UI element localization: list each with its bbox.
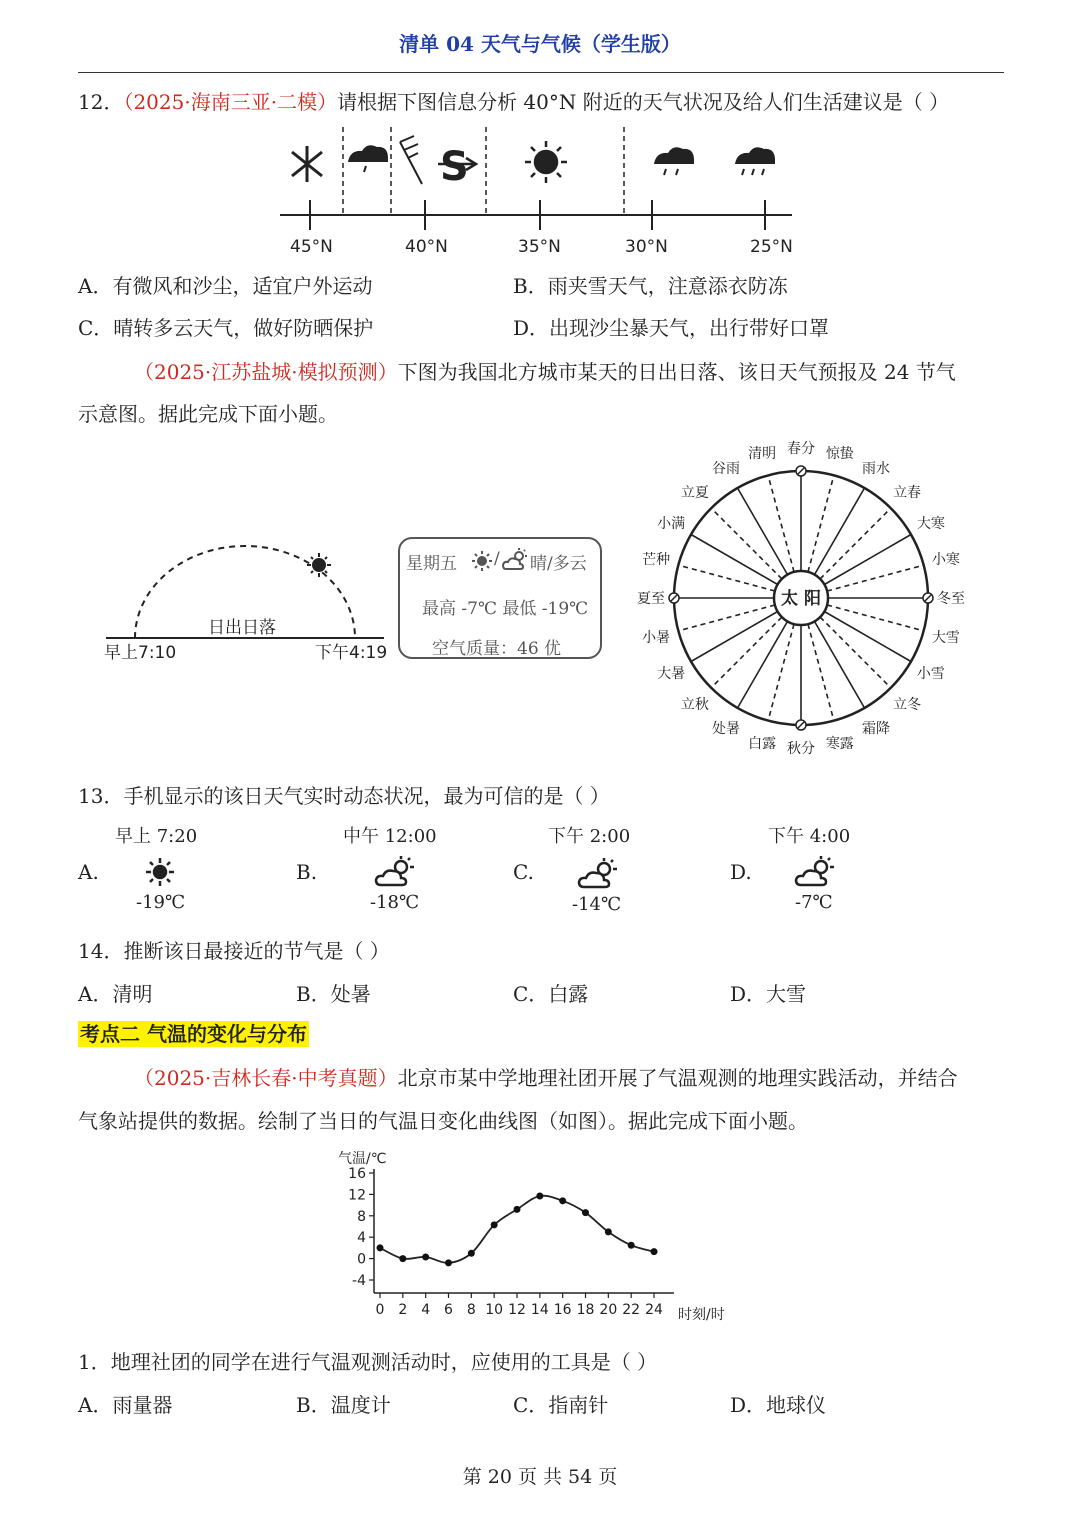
forecast-slash: / — [494, 549, 500, 569]
latitude-label: 35°N — [518, 237, 561, 257]
weather-symbol-diagram — [270, 122, 810, 262]
q13-c-time: 下午 2:00 — [548, 826, 631, 847]
term-spoke — [768, 624, 794, 721]
sunrise-sunset-diagram — [100, 535, 390, 665]
snow-icon — [292, 146, 322, 182]
solar-term-label: 立春 — [893, 484, 922, 501]
latitude-label: 30°N — [625, 237, 668, 257]
q14-option-c[interactable]: C．白露 — [513, 982, 589, 1006]
solar-term-label: 芒种 — [642, 552, 671, 569]
q12-option-b[interactable]: B．雨夹雪天气，注意添衣防冻 — [513, 274, 788, 298]
question-number: 12． — [78, 90, 124, 114]
sun-icon — [307, 553, 331, 577]
q13-option-d[interactable]: D. — [730, 860, 752, 884]
question-number: 14． — [78, 939, 124, 963]
solar-term-label: 清明 — [748, 446, 777, 463]
temperature-point — [536, 1193, 543, 1200]
wind-icon — [400, 136, 422, 184]
x-tick-label: 20 — [599, 1302, 618, 1318]
forecast-temperature: 最高 -7℃ 最低 -19℃ — [422, 599, 589, 619]
question-text: 推断该日最接近的节气是（ ） — [123, 939, 390, 963]
temperature-point — [651, 1248, 658, 1255]
page-footer: 第 20 页 共 54 页 — [462, 1466, 618, 1488]
question-1-stem — [78, 1346, 657, 1375]
question-text: 地理社团的同学在进行气温观测活动时，应使用的工具是（ ） — [110, 1350, 658, 1374]
q13-option-a[interactable]: A. — [78, 860, 99, 884]
material-text: 北京市某中学地理社团开展了气温观测的地理实践活动，并结合 — [397, 1066, 958, 1090]
q12-option-a[interactable]: A．有微风和沙尘，适宜户外运动 — [78, 274, 373, 298]
term-spoke — [824, 535, 911, 585]
sunrise-time: 早上7:10 — [104, 643, 177, 663]
weather-boundaries — [343, 127, 624, 215]
q13-b-temp: -18℃ — [370, 892, 420, 913]
term-spoke — [827, 565, 924, 591]
solar-term-label: 白露 — [748, 735, 777, 752]
term-spoke — [711, 617, 782, 688]
x-tick-label: 6 — [444, 1302, 453, 1318]
q13-c-temp: -14℃ — [572, 894, 622, 915]
question-text: 请根据下图信息分析 40°N 附近的天气状况及给人们生活建议是（ ） — [337, 90, 950, 114]
solar-term-label: 立秋 — [680, 697, 709, 714]
term-spoke — [678, 605, 775, 631]
solar-term-label: 小暑 — [642, 629, 671, 646]
solar-term-label: 小寒 — [931, 552, 960, 569]
y-axis-label: 气温/℃ — [338, 1151, 387, 1167]
sun-icon — [470, 549, 494, 573]
term-spoke — [711, 508, 782, 579]
sun-icon — [143, 855, 177, 889]
material-intro-2-line2: 示意图。据此完成下面小题。 — [78, 402, 338, 426]
solar-term-label: 立冬 — [893, 697, 922, 714]
partly-cloudy-icon — [577, 857, 619, 891]
x-tick-label: 0 — [375, 1302, 385, 1318]
solar-term-label: 冬至 — [937, 591, 965, 607]
y-tick-label: 0 — [357, 1251, 366, 1268]
partly-cloudy-icon — [374, 855, 416, 889]
question-number: 13． — [78, 784, 124, 808]
temperature-point — [377, 1244, 384, 1251]
x-tick-label: 12 — [508, 1302, 526, 1318]
x-axis-label: 时刻/时 — [678, 1307, 725, 1323]
temperature-point — [422, 1253, 429, 1260]
sunset-time: 下午4:19 — [315, 643, 388, 663]
solar-term-label: 惊蛰 — [825, 446, 854, 463]
q13-d-time: 下午 4:00 — [768, 826, 851, 847]
x-ticks — [376, 1293, 663, 1318]
q1-option-d[interactable]: D．地球仪 — [730, 1393, 827, 1417]
y-tick-label: -4 — [352, 1273, 366, 1289]
q13-option-c[interactable]: C. — [513, 860, 534, 884]
q13-option-b[interactable]: B. — [296, 860, 318, 884]
solar-term-label: 处暑 — [712, 720, 740, 737]
x-tick-label: 10 — [485, 1302, 504, 1318]
material-intro-2 — [134, 356, 956, 385]
sunrise-sunset-label: 日出日落 — [208, 618, 276, 638]
question-source: （2025·海南三亚·二模） — [123, 90, 338, 114]
solar-terms-diagram — [620, 430, 990, 765]
solar-term-label: 小满 — [657, 516, 686, 532]
temperature-point — [399, 1255, 406, 1262]
latitude-label: 40°N — [405, 237, 448, 257]
solar-term-label: 寒露 — [825, 735, 854, 752]
q12-option-c[interactable]: C．晴转多云天气，做好防晒保护 — [78, 316, 374, 340]
sandstorm-icon — [438, 144, 476, 190]
material-source: （2025·江苏盐城·模拟预测） — [134, 360, 398, 384]
solar-term-label: 夏至 — [637, 591, 665, 607]
y-tick-label: 8 — [357, 1208, 366, 1225]
material-source: （2025·吉林长春·中考真题） — [134, 1066, 398, 1090]
term-spoke — [815, 488, 865, 575]
term-spoke — [678, 565, 775, 591]
term-spoke — [815, 621, 865, 708]
q1-option-c[interactable]: C．指南针 — [513, 1393, 609, 1417]
solar-term-label: 霜降 — [862, 720, 890, 737]
q13-d-temp: -7℃ — [795, 892, 833, 913]
question-number: 1． — [78, 1350, 111, 1374]
temperature-points — [377, 1193, 658, 1267]
forecast-weather: 晴/多云 — [530, 554, 587, 574]
temperature-point — [628, 1242, 635, 1249]
light-rain-icon — [348, 145, 388, 172]
solar-term-label: 谷雨 — [712, 461, 740, 478]
solar-term-label: 大雪 — [931, 629, 960, 646]
temperature-point — [559, 1197, 566, 1204]
heavy-rain-icon — [735, 147, 775, 175]
term-spoke — [691, 612, 778, 662]
material-text: 下图为我国北方城市某天的日出日落、该日天气预报及 24 节气 — [397, 360, 956, 384]
temperature-point — [514, 1206, 521, 1213]
q14-option-d[interactable]: D．大雪 — [730, 982, 807, 1006]
term-spoke — [808, 475, 834, 572]
svg-text:S: S — [440, 144, 469, 190]
solar-term-label: 秋分 — [787, 741, 815, 757]
term-spoke — [691, 535, 778, 585]
solar-term-label: 立夏 — [680, 484, 709, 501]
q13-b-time: 中午 12:00 — [343, 826, 437, 847]
term-spoke — [808, 624, 834, 721]
header-divider — [78, 72, 1004, 73]
latitude-label: 25°N — [750, 237, 793, 257]
sun-center-label: 太 阳 — [781, 589, 821, 609]
temperature-point — [582, 1209, 589, 1216]
solar-term-label: 大寒 — [916, 516, 945, 532]
solar-term-label: 大暑 — [657, 666, 686, 682]
x-tick-label: 2 — [398, 1302, 408, 1318]
temperature-point — [468, 1250, 475, 1257]
forecast-air-quality: 空气质量：46 优 — [432, 639, 562, 659]
rain-icon — [654, 147, 694, 175]
latitude-label: 45°N — [290, 237, 333, 257]
partly-cloudy-icon — [794, 855, 836, 889]
material-intro-3 — [134, 1062, 958, 1091]
q14-option-b[interactable]: B．处暑 — [296, 982, 371, 1006]
term-spoke — [768, 475, 794, 572]
y-tick-label: 16 — [348, 1166, 366, 1182]
x-tick-label: 4 — [421, 1302, 431, 1318]
q14-option-a[interactable]: A．清明 — [78, 982, 153, 1006]
x-tick-label: 18 — [576, 1302, 595, 1318]
q12-option-d[interactable]: D．出现沙尘暴天气，出行带好口罩 — [513, 316, 830, 340]
term-spoke — [827, 605, 924, 631]
y-tick-label: 12 — [348, 1187, 366, 1204]
q13-a-time: 早上 7:20 — [115, 826, 198, 847]
solar-term-label: 春分 — [787, 441, 815, 457]
section-title: 考点二 气温的变化与分布 — [80, 1022, 307, 1046]
solar-term-label: 小雪 — [916, 666, 945, 682]
sunny-icon — [525, 141, 567, 183]
x-tick-label: 16 — [553, 1302, 572, 1318]
q13-a-temp: -19℃ — [136, 892, 186, 913]
forecast-day: 星期五 — [406, 554, 457, 574]
partly-cloudy-icon — [502, 547, 528, 573]
term-spoke — [738, 488, 788, 575]
question-12-stem — [78, 86, 949, 115]
x-tick-label: 22 — [622, 1302, 641, 1318]
temperature-point — [445, 1259, 452, 1266]
term-spoke — [820, 508, 891, 579]
q1-option-a[interactable]: A．雨量器 — [78, 1393, 173, 1417]
y-tick-label: 4 — [357, 1230, 366, 1247]
x-tick-label: 8 — [466, 1302, 476, 1318]
question-text: 手机显示的该日天气实时动态状况，最为可信的是（ ） — [123, 784, 610, 808]
x-tick-label: 14 — [530, 1302, 549, 1318]
material-intro-3-line2: 气象站提供的数据。绘制了当日的气温日变化曲线图（如图）。据此完成下面小题。 — [78, 1109, 808, 1133]
temperature-point — [491, 1221, 498, 1228]
page-header-title: 清单 04 天气与气候（学生版） — [399, 32, 681, 56]
weather-forecast-card — [398, 537, 602, 659]
solar-term-label: 雨水 — [862, 461, 890, 478]
q1-option-b[interactable]: B．温度计 — [296, 1393, 391, 1417]
temperature-point — [605, 1228, 612, 1235]
question-14-stem — [78, 935, 390, 964]
x-tick-label: 24 — [645, 1302, 663, 1318]
term-spoke — [824, 612, 911, 662]
temperature-series-line — [380, 1196, 654, 1263]
y-ticks — [348, 1166, 374, 1289]
temperature-line-chart — [330, 1145, 750, 1330]
term-spoke — [820, 617, 891, 688]
term-spoke — [738, 621, 788, 708]
question-13-stem — [78, 780, 610, 809]
